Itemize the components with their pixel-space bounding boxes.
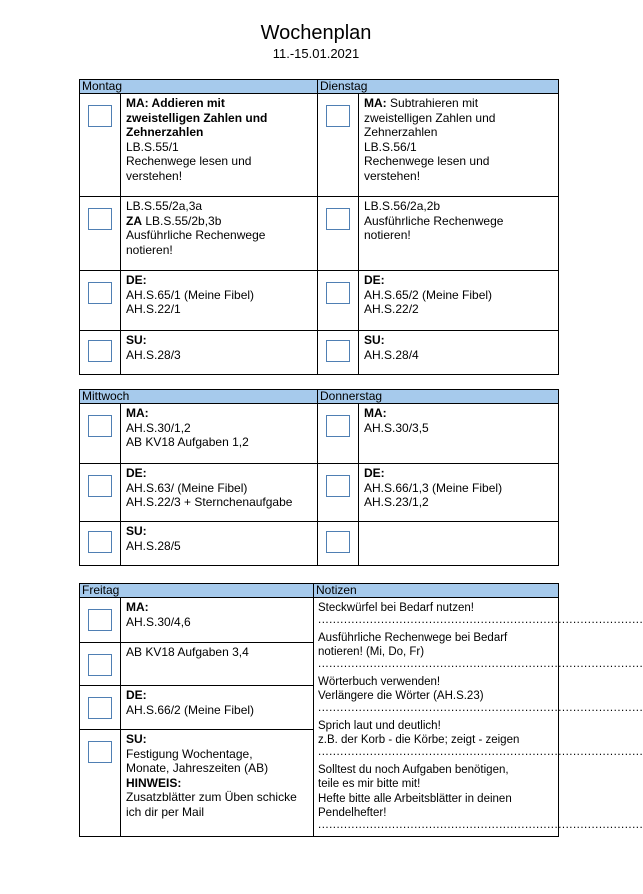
task-cell: MA: AH.S.30/1,2 AB KV18 Aufgaben 1,2 — [121, 404, 318, 464]
note-line: Verlängere die Wörter (AH.S.23) — [318, 690, 484, 702]
task-cell: DE: AH.S.66/1,3 (Meine Fibel) AH.S.23/1,2 — [359, 464, 559, 522]
task-checkbox[interactable] — [326, 415, 350, 437]
task-checkbox[interactable] — [88, 741, 112, 763]
task-checkbox[interactable] — [88, 697, 112, 719]
day-header-montag: Montag — [80, 80, 318, 94]
page-title: Wochenplan — [260, 22, 372, 44]
note-line: Hefte bitte alle Arbeitsblätter in deinen — [318, 792, 512, 805]
week-table-wed-thu — [79, 389, 559, 566]
week-table-mon-tue — [79, 79, 559, 375]
task-cell: MA: Subtrahieren mit zweistelligen Zahlen und Zehnerzahlen LB.S.56/1 Rechenwege lesen und verstehen! — [359, 94, 559, 197]
task-cell: SU: Festigung Wochentage, Monate, Jahreszeiten (AB) HINWEIS: Zusatzblätter zum Üben schicke ich dir per Mail — [121, 730, 314, 836]
task-cell: MA: AH.S.30/4,6 — [121, 598, 314, 643]
task-cell: MA: Addieren mit zweistelligen Zahlen und Zehnerzahlen LB.S.55/1 Rechenwege lesen und verstehen! — [121, 94, 318, 197]
day-header-donnerstag: Donnerstag — [318, 390, 559, 404]
task-cell: DE: AH.S.63/ (Meine Fibel) AH.S.22/3 + Sternchenaufgabe — [121, 464, 318, 522]
task-cell: DE: AH.S.65/1 (Meine Fibel) AH.S.22/1 — [121, 271, 318, 331]
task-checkbox[interactable] — [326, 475, 350, 497]
task-cell: MA: AH.S.30/3,5 — [359, 404, 559, 464]
notes-header: Notizen — [314, 584, 559, 598]
task-cell: DE: AH.S.65/2 (Meine Fibel) AH.S.22/2 — [359, 271, 559, 331]
task-checkbox[interactable] — [326, 282, 350, 304]
day-header-mittwoch: Mittwoch — [80, 390, 318, 404]
task-cell: LB.S.56/2a,2b Ausführliche Rechenwege notieren! — [359, 197, 559, 271]
task-cell: SU: AH.S.28/5 — [121, 522, 318, 566]
dotted-line: ........................................................................................ — [318, 657, 643, 670]
task-checkbox[interactable] — [88, 415, 112, 437]
task-checkbox[interactable] — [326, 340, 350, 362]
notes-cell — [314, 598, 643, 837]
task-cell: DE: AH.S.66/2 (Meine Fibel) — [121, 686, 314, 730]
empty-cell — [359, 522, 559, 566]
dotted-line: ........................................................................................ — [318, 613, 643, 626]
task-checkbox[interactable] — [326, 105, 350, 127]
note-line: Ausführliche Rechenwege bei Bedarf — [318, 631, 508, 644]
task-checkbox[interactable] — [326, 531, 350, 553]
task-checkbox[interactable] — [88, 531, 112, 553]
note-line: Sprich laut und deutlich! — [318, 719, 441, 732]
task-cell: LB.S.55/2a,3a ZA LB.S.55/2b,3b Ausführliche Rechenwege notieren! — [121, 197, 318, 271]
date-range: 11.-15.01.2021 — [272, 46, 360, 61]
note-line: z.B. der Korb - die Körbe; zeigt - zeigen — [318, 734, 520, 746]
day-header-dienstag: Dienstag — [318, 80, 559, 94]
task-cell: SU: AH.S.28/3 — [121, 331, 318, 375]
week-table-fri-notes — [79, 583, 643, 837]
task-line: Subtrahieren mit — [390, 96, 479, 110]
dotted-line: ........................................................................................ — [318, 745, 643, 758]
task-checkbox[interactable] — [326, 208, 350, 230]
task-line: MA: Addieren mit — [126, 96, 225, 110]
task-checkbox[interactable] — [88, 609, 112, 631]
task-checkbox[interactable] — [88, 475, 112, 497]
task-checkbox[interactable] — [88, 105, 112, 127]
task-cell: AB KV18 Aufgaben 3,4 — [121, 643, 314, 686]
task-checkbox[interactable] — [88, 282, 112, 304]
note-line: Wörterbuch verwenden! — [318, 675, 441, 688]
task-checkbox[interactable] — [88, 654, 112, 676]
task-checkbox[interactable] — [88, 208, 112, 230]
note-line: Steckwürfel bei Bedarf nutzen! — [318, 602, 474, 614]
note-line: teile es mir bitte mit! — [318, 778, 421, 790]
note-line: Solltest du noch Aufgaben benötigen, — [318, 763, 509, 776]
dotted-line: ........................................................................................ — [318, 818, 643, 831]
task-checkbox[interactable] — [88, 340, 112, 362]
day-header-freitag: Freitag — [80, 584, 314, 598]
task-cell: SU: AH.S.28/4 — [359, 331, 559, 375]
dotted-line: ........................................................................................ — [318, 701, 643, 714]
note-line: Pendelhefter! — [318, 807, 387, 819]
note-line: notieren! (Mi, Do, Fr) — [318, 646, 425, 658]
